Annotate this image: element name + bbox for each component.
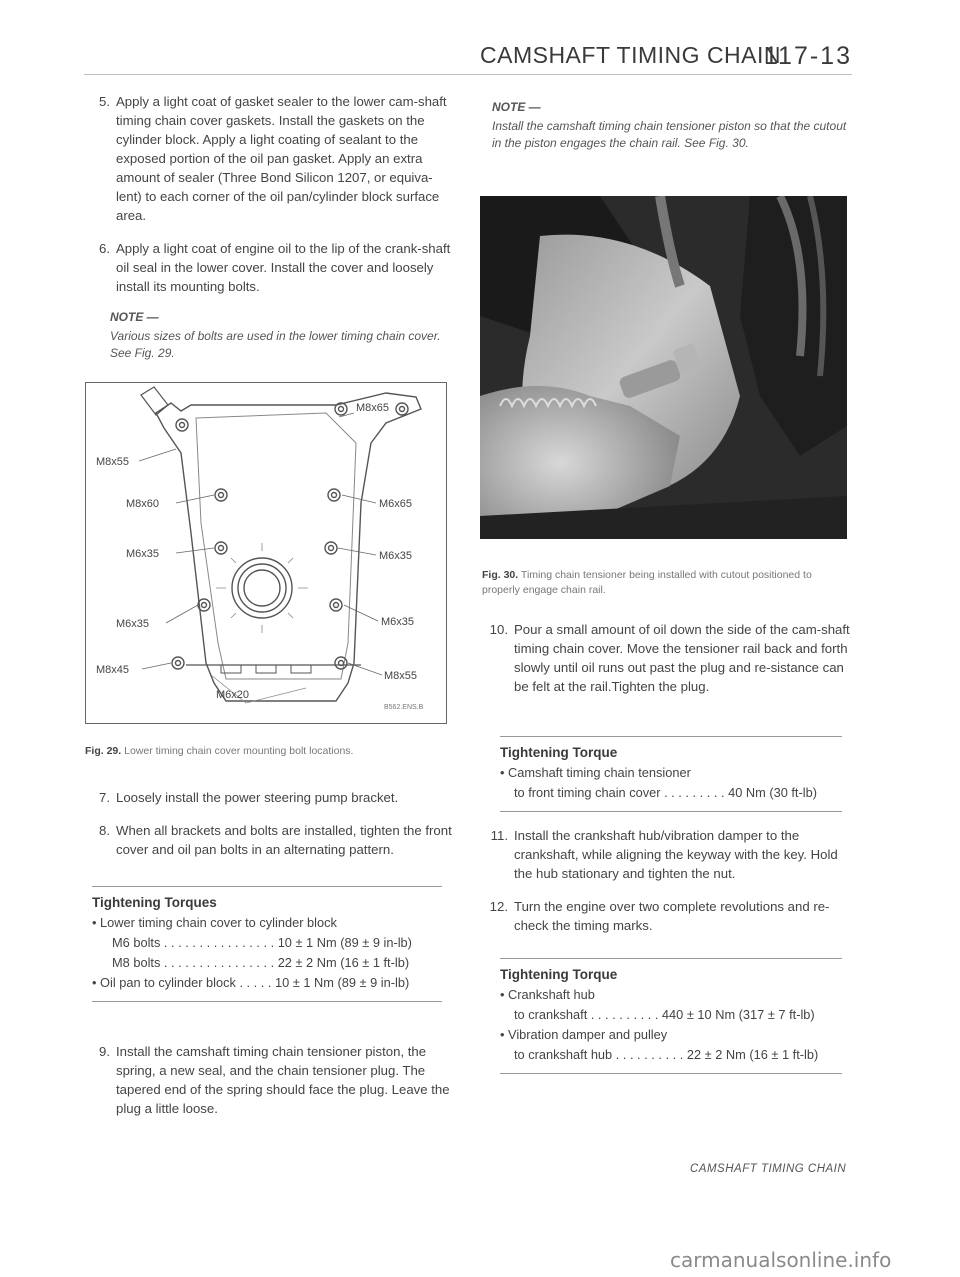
caption-label: Fig. 29.	[85, 745, 122, 757]
note-text: Various sizes of bolts are used in the lower timing chain cover. See Fig. 29.	[110, 329, 441, 360]
bolt-holes	[172, 403, 408, 669]
step-number: 5.	[99, 94, 110, 109]
left-step-9	[84, 1042, 454, 1132]
step-number: 10.	[489, 622, 508, 637]
step-text: Install the crankshaft hub/vibration damper to the crankshaft, while aligning the keyway with the key. Hold the hub stationary and tighten the nut.	[514, 828, 838, 881]
step-number: 8.	[99, 823, 110, 838]
left-column	[84, 92, 454, 362]
footer-section-name: CAMSHAFT TIMING CHAIN	[690, 1163, 847, 1175]
right-steps-11-12	[482, 826, 852, 949]
torque-title: Tightening Torque	[500, 745, 618, 760]
caption-label: Fig. 30.	[482, 569, 519, 581]
step-6	[84, 239, 454, 296]
pan-bolts	[221, 665, 311, 673]
right-step-10	[482, 620, 852, 710]
step-number: 6.	[99, 241, 110, 256]
note-text: Install the camshaft timing chain tensioner piston so that the cutout in the piston engages the chain rail. See Fig. 30.	[492, 119, 847, 150]
torque-line: • Crankshaft hub	[500, 987, 595, 1002]
left-lower-steps	[84, 788, 454, 873]
label-m8x60: M8x60	[126, 498, 160, 510]
crank-seal-inner	[244, 570, 280, 606]
torque-spec-box-crank	[500, 958, 842, 1074]
label-m8x55-bottom: M8x55	[384, 670, 418, 682]
label-m6x35-d: M6x35	[381, 616, 415, 628]
note-label: NOTE —	[110, 310, 159, 324]
torque-line: • Vibration damper and pulley	[500, 1027, 668, 1042]
note-tensioner	[492, 100, 852, 152]
right-column	[482, 100, 852, 152]
timing-cover-diagram	[86, 383, 446, 723]
torque-line: to front timing chain cover . . . . . . . . . 40 Nm (30 ft-lb)	[514, 785, 817, 800]
step-8	[84, 821, 454, 859]
figure-29-caption	[85, 744, 455, 759]
step-7	[84, 788, 454, 807]
page-header	[480, 38, 852, 78]
torque-line: • Oil pan to cylinder block . . . . . 10 ± 1 Nm (89 ± 9 in-lb)	[92, 975, 410, 990]
page-number: 117-13	[764, 42, 852, 70]
torque-spec-box-left	[92, 886, 442, 1002]
step-9	[84, 1042, 454, 1118]
step-number: 7.	[99, 790, 110, 805]
watermark: carmanualsonline.info	[670, 1248, 892, 1272]
torque-line: to crankshaft hub . . . . . . . . . . 22 ± 2 Nm (16 ± 1 ft-lb)	[514, 1047, 819, 1062]
cover-outline	[156, 393, 421, 701]
label-m6x65: M6x65	[379, 498, 413, 510]
note-bolt-sizes	[110, 310, 454, 362]
label-m8x65: M8x65	[356, 402, 390, 414]
step-text: Install the camshaft timing chain tensioner piston, the spring, a new seal, and the chain tensioner plug. The tapered end of the spring should face the plug. Leave the plug a little loose.	[116, 1044, 450, 1116]
figure-30-photo	[480, 196, 847, 539]
step-10	[482, 620, 852, 696]
torque-line: M8 bolts . . . . . . . . . . . . . . . . 22 ± 2 Nm (16 ± 1 ft-lb)	[112, 955, 410, 970]
crank-seal-outer	[232, 558, 292, 618]
step-number: 11.	[490, 828, 508, 843]
label-m6x35-a: M6x35	[126, 548, 160, 560]
sensor-tube	[141, 387, 168, 415]
crank-seal-middle	[238, 564, 286, 612]
step-text: Turn the engine over two complete revolutions and re-check the timing marks.	[514, 899, 830, 933]
torque-spec-box-tensioner	[500, 736, 842, 812]
torque-title: Tightening Torques	[92, 895, 217, 910]
step-text: Loosely install the power steering pump bracket.	[116, 790, 399, 805]
torque-line: to crankshaft . . . . . . . . . . 440 ± 10 Nm (317 ± 7 ft-lb)	[514, 1007, 815, 1022]
caption-text: Timing chain tensioner being installed with cutout positioned to properly engage chain rail.	[482, 569, 812, 596]
step-text: Pour a small amount of oil down the side of the cam-shaft timing chain cover. Move the tensioner rail back and forth slowly until oil runs out past the plug and re-sistance can be felt at the rail.Tighten the plug.	[514, 622, 850, 694]
step-text: When all brackets and bolts are installed, tighten the front cover and oil pan bolts in an alternating pattern.	[116, 823, 452, 857]
label-m6x20: M6x20	[216, 689, 250, 701]
figure-code: B562.ENS.B	[384, 704, 424, 711]
label-m8x55-top: M8x55	[96, 456, 130, 468]
note-label: NOTE —	[492, 100, 541, 114]
header-rule	[84, 74, 852, 75]
step-number: 12.	[489, 899, 508, 914]
torque-line: • Camshaft timing chain tensioner	[500, 765, 691, 780]
seal-ticks	[216, 543, 308, 633]
tensioner-photo	[480, 196, 847, 539]
chapter-title: CAMSHAFT TIMING CHAIN	[480, 42, 781, 68]
label-m6x35-c: M6x35	[116, 618, 150, 630]
figure-29-diagram	[85, 382, 447, 724]
torque-title: Tightening Torque	[500, 967, 618, 982]
torque-line: • Lower timing chain cover to cylinder block	[92, 915, 337, 930]
torque-line: M6 bolts . . . . . . . . . . . . . . . . 10 ± 1 Nm (89 ± 9 in-lb)	[112, 935, 412, 950]
step-text: Apply a light coat of gasket sealer to the lower cam-shaft timing chain cover gaskets. Install the gaskets on the cylinder block. Apply a light coating of sealant to the exposed portion of the oil pan gasket. Apply an extra amount of sealer (Three Bond Silicon 1207, or equiva-lent) to each corner of the oil pan/cylinder block surface area.	[116, 94, 447, 223]
leader-lines	[139, 413, 382, 675]
step-text: Apply a light coat of engine oil to the lip of the crank-shaft oil seal in the lower cover. Install the cover and loosely install its mounting bolts.	[116, 241, 451, 294]
step-number: 9.	[99, 1044, 110, 1059]
caption-text: Lower timing chain cover mounting bolt locations.	[124, 745, 354, 757]
label-m8x45: M8x45	[96, 664, 130, 676]
step-11	[482, 826, 852, 883]
step-12	[482, 897, 852, 935]
figure-30-caption	[482, 568, 852, 598]
label-m6x35-b: M6x35	[379, 550, 413, 562]
step-5	[84, 92, 454, 225]
